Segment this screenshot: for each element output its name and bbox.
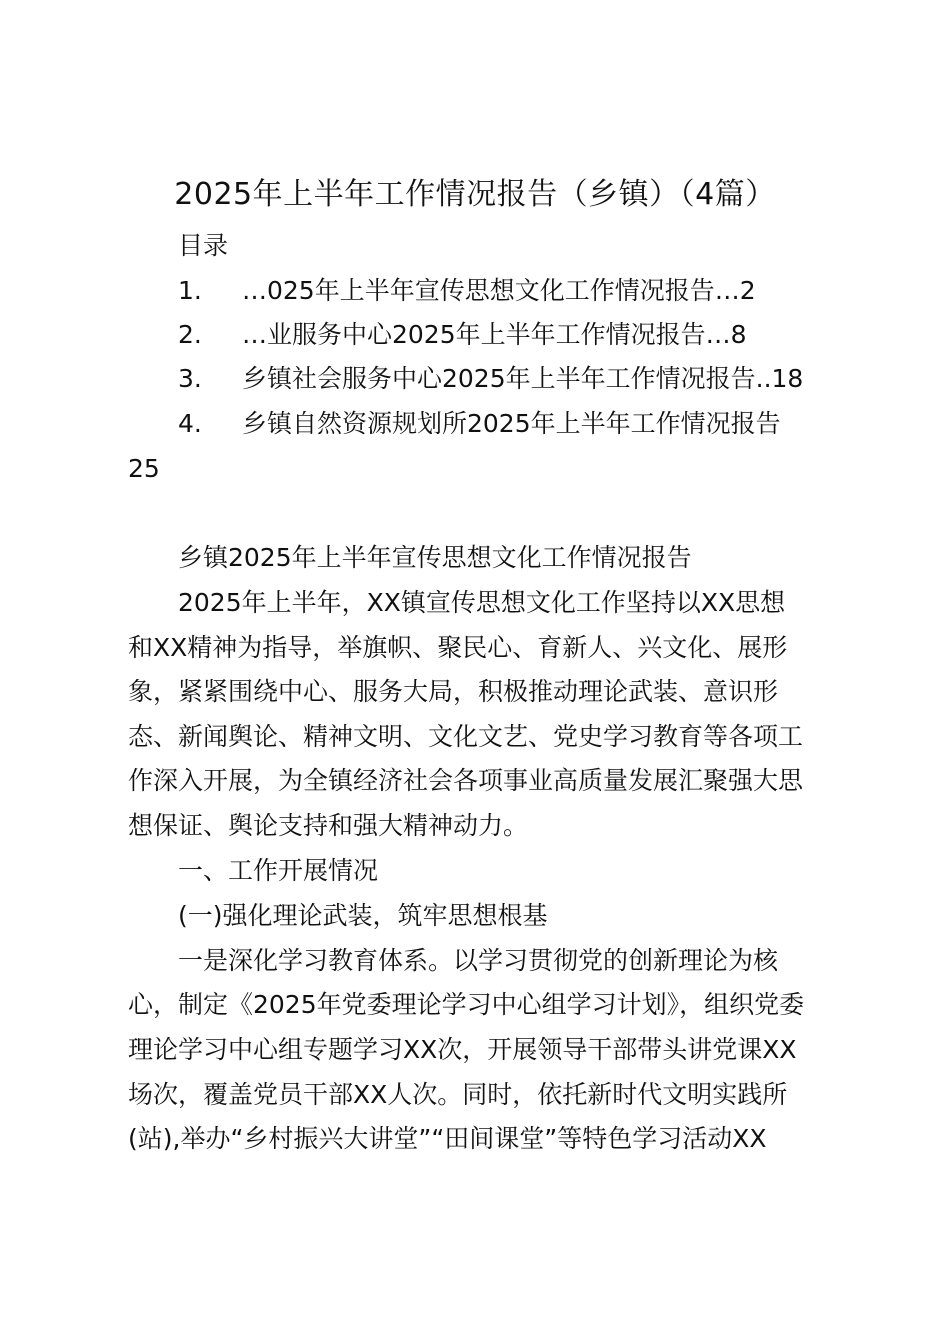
toc-item-text[interactable]: 乡镇社会服务中心2025年上半年工作情况报告..18 — [242, 364, 804, 393]
paragraph-line: 2025年上半年，XX镇宣传思想文化工作坚持以XX思想 — [178, 588, 786, 617]
toc-item-text[interactable]: 乡镇自然资源规划所2025年上半年工作情况报告 — [242, 409, 781, 438]
toc-item-text[interactable]: …025年上半年宣传思想文化工作情况报告…2 — [242, 276, 756, 305]
paragraph-line: (站),举办“乡村振兴大讲堂”“田间课堂”等特色学习活动XX — [128, 1124, 767, 1153]
article-title: 乡镇2025年上半年宣传思想文化工作情况报告 — [178, 543, 692, 572]
paragraph-line: 象，紧紧围绕中心、服务大局，积极推动理论武装、意识形 — [128, 677, 779, 706]
toc-item-number: 2. — [178, 320, 202, 349]
paragraph-line: 理论学习中心组专题学习XX次，开展领导干部带头讲党课XX — [128, 1035, 797, 1064]
document-title: 2025年上半年工作情况报告（乡镇）（4篇） — [174, 177, 776, 212]
paragraph-line: 作深入开展，为全镇经济社会各项事业高质量发展汇聚强大思 — [128, 766, 804, 795]
toc-item-number: 1. — [178, 276, 202, 305]
toc-item-page-number: 25 — [128, 454, 160, 483]
subsection-heading: (一)强化理论武装，筑牢思想根基 — [178, 901, 548, 930]
toc-item-number: 3. — [178, 364, 202, 393]
paragraph-line: 和XX精神为指导，举旗帜、聚民心、育新人、兴文化、展形 — [128, 633, 788, 662]
paragraph-line: 态、新闻舆论、精神文明、文化文艺、党史学习教育等各项工 — [128, 722, 804, 751]
paragraph-line: 场次，覆盖党员干部XX人次。同时，依托新时代文明实践所 — [128, 1080, 788, 1109]
paragraph-line: 一是深化学习教育体系。以学习贯彻党的创新理论为核 — [178, 946, 779, 975]
paragraph-line: 心，制定《2025年党委理论学习中心组学习计划》，组织党委 — [128, 990, 805, 1019]
toc-item-number: 4. — [178, 409, 202, 438]
section-heading: 一、工作开展情况 — [178, 856, 379, 885]
toc-item-text[interactable]: …业服务中心2025年上半年工作情况报告…8 — [242, 320, 747, 349]
paragraph-line: 想保证、舆论支持和强大精神动力。 — [128, 811, 529, 840]
toc-heading: 目录 — [178, 231, 229, 260]
